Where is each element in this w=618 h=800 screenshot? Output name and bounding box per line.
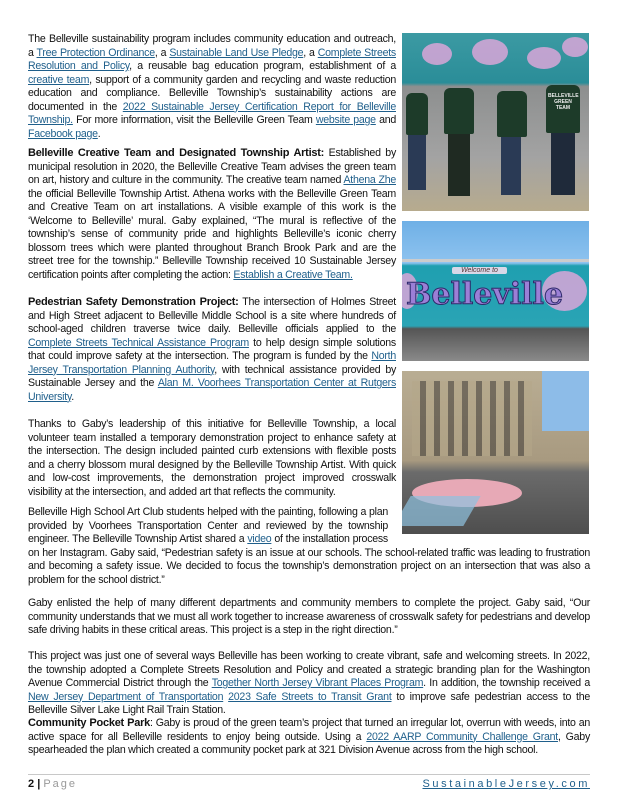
inline-link[interactable]: Sustainable Land Use Pledge — [169, 46, 304, 59]
text-segment: Established by municipal resolution in 2020, the Belleville Creative Team advises the green team on art, history and culture in the community. The creative team named — [28, 147, 396, 186]
text-segment: to improve safe pedestrian access to the Belleville Silver Lake Light Rail Train Station. — [28, 690, 590, 716]
text-segment: , Gaby spearheaded the plan which created a community pocket park at 321 Division Avenue across from the high school. — [28, 730, 590, 756]
section-heading: Belleville Creative Team and Designated Township Artist: — [28, 147, 325, 159]
inline-link[interactable]: 2022 AARP Community Challenge Grant — [366, 730, 558, 743]
paragraph-intro — [28, 33, 396, 141]
text-segment: to help design simple solutions that could improve safety at the intersection. The program is funded by the — [28, 336, 396, 362]
paragraph-thanks — [28, 418, 396, 499]
paragraph-pedestrian-safety — [28, 296, 396, 404]
intersection-painting-photo — [402, 371, 589, 534]
inline-link[interactable]: Complete Streets Resolution and Policy — [28, 46, 396, 72]
inline-link[interactable]: Together North Jersey Vibrant Places Program — [211, 677, 424, 689]
mural-name-text: Belleville — [406, 277, 564, 312]
text-segment: , with technical assistance provided by Sustainable Jersey and the — [28, 363, 397, 389]
text-segment: The Belleville sustainability program includes community education and outreach, a — [28, 33, 396, 59]
inline-link[interactable]: North Jersey Transportation Planning Authority — [28, 350, 396, 376]
text-segment: the official Belleville Township Artist. Athena works with the Belleville Green Team and Creative Team on art installations. A visible example of this work is the ‘Welcome to Belleville’ mural. Gaby explained, “The mural is reflective of the township’s sense of community pride and highlights Belleville’s iconic cherry blossom trees which were planted throughout Branch Brook Park and are the street tree for the township.” Belleville Township received 10 Sustainable Jersey certification points after completing the action: — [28, 187, 396, 281]
text-segment: , a reusable bag education program, establishment of a — [129, 60, 396, 72]
text-segment: This project was just one of several ways Belleville has been working to create vibrant, safe and welcoming streets. In 2022, the township adopted a Complete Streets Resolution and Policy and created a strategic branding plan for the Washington Avenue Commercial District through the — [28, 650, 590, 689]
inline-link[interactable]: creative team — [28, 73, 90, 86]
text-segment: For more information, visit the Belleville Green Team — [72, 114, 316, 126]
sustainable-jersey-link[interactable]: SustainableJersey.com — [422, 778, 590, 790]
text-segment: and — [375, 114, 396, 126]
page-number: 2 | Page — [28, 778, 78, 790]
text-segment: . In addition, the township received a — [423, 677, 590, 689]
inline-link[interactable]: Athena Zhe — [343, 174, 396, 186]
inline-link[interactable]: video — [247, 533, 272, 545]
text-segment: . — [71, 390, 74, 403]
welcome-mural-photo — [402, 221, 589, 361]
inline-link[interactable]: website page — [315, 114, 376, 126]
text-segment: , a — [154, 46, 170, 59]
inline-link[interactable]: New Jersey Department of Transportation — [28, 690, 224, 703]
inline-link[interactable]: Tree Protection Ordinance — [36, 46, 155, 59]
text-segment: Belleville High School Art Club students helped with the painting, following a plan provided by Voorhees Transportation Center and reviewed by the township engineer. The Belleville Township Artist shared a — [28, 506, 388, 545]
text-segment: of the installation process on her Instagram. Gaby said, “Pedestrian safety is an issue at our schools. The school-related traffic was leading to frustration and becoming a safety issue. We decided to focus the township’s demonstration project on an intersection that was also a problem for the school district.” — [28, 533, 590, 586]
mural-welcome-text: Welcome to — [452, 267, 507, 274]
paragraph-streets — [28, 650, 590, 718]
green-team-photo — [402, 33, 589, 211]
text-segment: : Gaby is proud of the green team’s project that turned an irregular lot, overrun with weeds, into an active space for all Belleville residents to enjoy being outside. Using a — [28, 717, 591, 743]
paragraph-pocket-park — [28, 717, 590, 758]
inline-link[interactable]: Establish a Creative Team. — [233, 268, 353, 281]
text-segment: . — [97, 127, 101, 140]
shirt-text: BELLEVILLE GREEN TEAM — [548, 93, 579, 111]
inline-link[interactable]: 2022 Sustainable Jersey Certification Report for Belleville Township. — [28, 100, 396, 126]
section-heading: Community Pocket Park — [28, 717, 150, 729]
inline-link[interactable]: Facebook page — [28, 127, 98, 140]
text-segment: Thanks to Gaby’s leadership of this initiative for Belleville Township, a local volunteer team installed a temporary demonstration project to enhance safety at the intersection. The design included painted curb extensions with flexible posts and a cherry blossom mural designed by the Belleville Township Artist. With quick and low-cost improvements, the demonstration project improved crosswalk visibility at the intersection, and added art that reflects the community. — [28, 418, 396, 498]
text-segment: , support of a community garden and recycling and waste reduction education and compliance. Belleville Township’s sustainability actions are documented in the — [28, 73, 397, 113]
inline-link[interactable]: Complete Streets Technical Assistance Program — [28, 336, 249, 349]
text-segment: The intersection of Holmes Street and High Street adjacent to Belleville Middle School is a site where hundreds of school-aged children traverse twice daily. Belleville officials applied to the — [28, 296, 396, 335]
paragraph-enlisted — [28, 597, 590, 638]
inline-link[interactable]: Alan M. Voorhees Transportation Center at Rutgers University — [28, 377, 397, 403]
paragraph-creative-team — [28, 147, 396, 282]
inline-link[interactable]: 2023 Safe Streets to Transit Grant — [228, 690, 392, 703]
section-heading: Pedestrian Safety Demonstration Project: — [28, 296, 239, 308]
text-segment: , a — [303, 46, 318, 59]
footer-divider — [28, 774, 590, 775]
text-segment: Gaby enlisted the help of many different departments and community members to complete the project. Gaby said, “Our community understands that we must all work together to increase awareness of crosswalk safety for pedestrians and develop safe driving habits in these critical areas. This project is a step in the right direction.” — [28, 597, 590, 636]
